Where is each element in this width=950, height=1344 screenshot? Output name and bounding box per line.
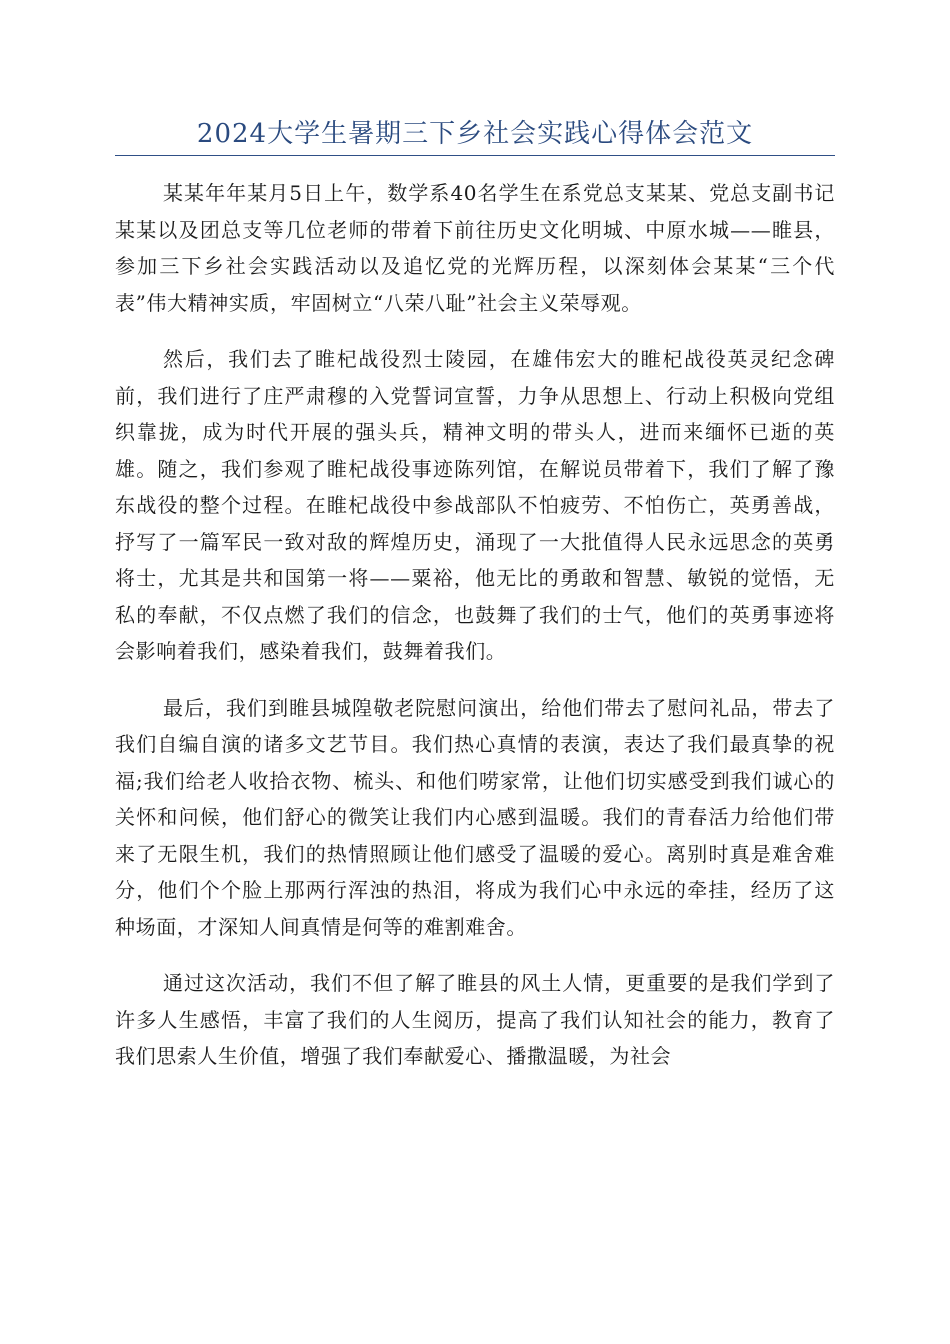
paragraph-1: 某某年年某月5日上午，数学系40名学生在系党总支某某、党总支副书记某某以及团总支等几位老师的带着下前往历史文化明城、中原水城——睢县，参加三下乡社会实践活动以及追忆党的光辉历程，以深刻体会某某“三个代表”伟大精神实质，牢固树立“八荣八耻”社会主义荣辱观。	[115, 181, 835, 315]
paragraph-2: 然后，我们去了睢杞战役烈士陵园，在雄伟宏大的睢杞战役英灵纪念碑前，我们进行了庄严肃穆的入党誓词宣誓，力争从思想上、行动上积极向党组织靠拢，成为时代开展的强头兵，精神文明的带头人，进而来缅怀已逝的英雄。随之，我们参观了睢杞战役事迹陈列馆，在解说员带着下，我们了解了豫东战役的整个过程。在睢杞战役中参战部队不怕疲劳、不怕伤亡，英勇善战，抒写了一篇军民一致对敌的辉煌历史，涌现了一大批值得人民永远思念的英勇将士，尤其是共和国第一将——粟裕，他无比的勇敢和智慧、敏锐的觉悟，无私的奉献，不仅点燃了我们的信念，也鼓舞了我们的士气，他们的英勇事迹将会影响着我们，感染着我们，鼓舞着我们。	[115, 347, 835, 663]
title-block	[115, 113, 835, 156]
paragraph-3: 最后，我们到睢县城隍敬老院慰问演出，给他们带去了慰问礼品，带去了我们自编自演的诸多文艺节目。我们热心真情的表演，表达了我们最真挚的祝福;我们给老人收拾衣物、梳头、和他们唠家常，让他们切实感受到我们诚心的关怀和问候，他们舒心的微笑让我们内心感到温暖。我们的青春活力给他们带来了无限生机，我们的热情照顾让他们感受了温暖的爱心。离别时真是难舍难分，他们个个脸上那两行浑浊的热泪，将成为我们心中永远的牵挂，经历了这种场面，才深知人间真情是何等的难割难舍。	[115, 695, 835, 939]
paragraph-4: 通过这次活动，我们不但了解了睢县的风土人情，更重要的是我们学到了许多人生感悟，丰富了我们的人生阅历，提高了我们认知社会的能力，教育了我们思索人生价值，增强了我们奉献爱心、播撒温暖，为社会	[115, 971, 835, 1068]
document-body	[115, 175, 835, 1095]
document-title: 2024大学生暑期三下乡社会实践心得体会范文	[196, 119, 754, 149]
